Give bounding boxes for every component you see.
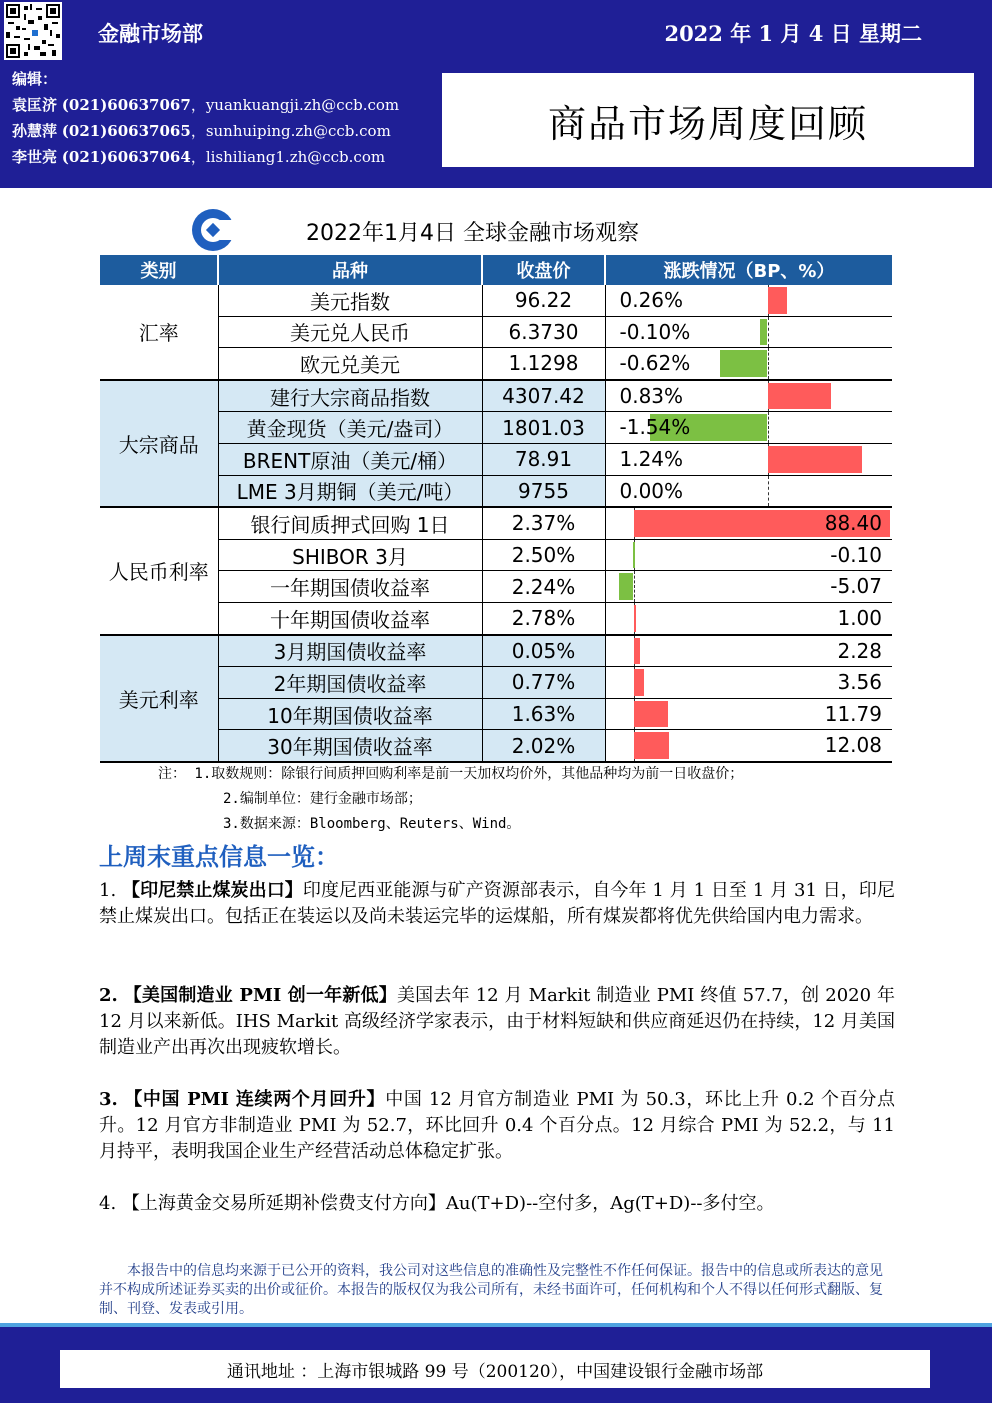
zero-axis	[768, 317, 769, 348]
news-heading: 上周末重点信息一览：	[99, 843, 339, 871]
close-cell: 2.50%	[482, 539, 605, 571]
change-label: -0.10	[830, 542, 882, 567]
change-label: 0.26%	[619, 288, 684, 312]
market-table	[100, 255, 892, 763]
table-row	[100, 380, 892, 412]
news-body: 印度尼西亚能源与矿产资源部表示，自今年 1 月 1 日至 1 月 31 日，印尼禁止煤炭出口。包括正在装运以及尚未装运完毕的运煤船，所有煤炭都将优先供给国内电力需求。	[99, 880, 895, 927]
editor-phone: (021)60637067	[61, 96, 191, 114]
change-label: 11.79	[824, 701, 882, 726]
close-cell: 2.37%	[482, 507, 605, 539]
product-cell: 黄金现货（美元/盎司）	[218, 412, 482, 444]
header-category: 类别	[100, 255, 218, 285]
close-cell: 96.22	[482, 285, 605, 316]
change-cell	[605, 667, 892, 699]
news-number: 3.	[99, 1089, 118, 1110]
close-cell: 6.3730	[482, 316, 605, 348]
category-cell: 大宗商品	[100, 380, 218, 507]
editors-title: 编辑：	[12, 70, 58, 88]
report-title: 商品市场周度回顾	[547, 101, 868, 146]
change-cell	[605, 380, 892, 412]
footer-stripe	[0, 1323, 992, 1327]
table-notes	[158, 762, 744, 837]
editor-name: 孙慧萍	[12, 122, 58, 140]
change-label: 0.00%	[619, 478, 684, 503]
report-date: 2022 年 1 月 4 日 星期二	[664, 21, 922, 46]
product-cell: 3月期国债收益率	[218, 635, 482, 667]
positive-bar	[634, 732, 669, 759]
positive-bar	[768, 287, 788, 314]
change-cell	[605, 412, 892, 444]
change-cell	[605, 602, 892, 634]
change-cell	[605, 635, 892, 667]
product-cell: 银行间质押式回购 1日	[218, 507, 482, 539]
editor-email[interactable]: sunhuiping.zh@ccb.com	[205, 122, 391, 140]
header-change: 涨跌情况（BP、%）	[605, 255, 892, 285]
negative-bar	[619, 573, 634, 600]
close-cell: 2.78%	[482, 602, 605, 634]
table-row	[100, 412, 892, 444]
news-title: 【中国 PMI 连续两个月回升】	[124, 1089, 386, 1110]
disclaimer: 本报告中的信息均来源于已公开的资料，我公司对这些信息的准确性及完整性不作任何保证。报告中的信息或所表达的意见并不构成所述证券买卖的出价或征价。本报告的版权仅为我公司所有，未经书面许可，任何机构和个人不得以任何形式翻版、复制、刊登、发表或引用。	[99, 1263, 883, 1317]
table-row	[100, 667, 892, 699]
category-cell: 汇率	[100, 285, 218, 380]
news-title: 【印尼禁止煤炭出口】	[122, 880, 303, 901]
editor-row: 袁匡济 (021)60637067，yuankuangji.zh@ccb.com	[12, 96, 400, 114]
news-item	[99, 1191, 895, 1217]
product-cell: SHIBOR 3月	[218, 539, 482, 571]
product-cell: 2年期国债收益率	[218, 667, 482, 699]
table-row	[100, 316, 892, 348]
table-body	[100, 285, 892, 762]
qr-code-icon	[4, 2, 62, 60]
close-cell: 9755	[482, 475, 605, 507]
product-cell: 美元指数	[218, 285, 482, 316]
change-label: -1.54%	[619, 415, 691, 440]
product-cell: 美元兑人民币	[218, 316, 482, 348]
table-title: 2022年1月4日 全球金融市场观察	[306, 221, 639, 246]
table-row	[100, 730, 892, 762]
table-row	[100, 635, 892, 667]
table-row	[100, 571, 892, 603]
positive-bar	[768, 383, 831, 410]
negative-bar	[633, 542, 635, 569]
change-cell	[605, 316, 892, 348]
close-cell: 2.02%	[482, 730, 605, 762]
negative-bar	[720, 350, 767, 377]
close-cell: 2.24%	[482, 571, 605, 603]
table-row	[100, 507, 892, 539]
table-row	[100, 539, 892, 571]
zero-axis	[634, 571, 635, 602]
change-label: 0.83%	[619, 383, 684, 408]
table-row	[100, 443, 892, 475]
close-cell: 4307.42	[482, 380, 605, 412]
zero-axis	[768, 476, 769, 507]
table-row	[100, 698, 892, 730]
close-cell: 1.1298	[482, 348, 605, 380]
news-number: 4.	[99, 1193, 117, 1214]
table-header-row	[100, 255, 892, 285]
news-body: 中国 12 月官方制造业 PMI 为 50.3，环比上升 0.2 个百分点升。12 月官方非制造业 PMI 为 52.7，环比回升 0.4 个百分点。12 月综合 PMI 为 52.2，与 11 月持平，表明我国企业生产经营活动总体稳定扩张。	[99, 1089, 895, 1162]
close-cell: 1.63%	[482, 698, 605, 730]
change-cell	[605, 285, 892, 316]
change-cell	[605, 539, 892, 571]
report-title-box	[442, 73, 974, 167]
news-number: 1.	[99, 880, 117, 901]
positive-bar	[634, 669, 644, 696]
news-title: 【上海黄金交易所延期补偿费支付方向】	[121, 1193, 446, 1214]
note-line: 3.数据来源：Bloomberg、Reuters、Wind。	[223, 816, 521, 832]
department-name: 金融市场部	[98, 21, 203, 46]
change-label: 1.00	[837, 605, 882, 630]
product-cell: 10年期国债收益率	[218, 698, 482, 730]
positive-bar	[634, 605, 637, 632]
news-number: 2.	[99, 985, 118, 1006]
news-item	[99, 983, 895, 1061]
change-cell	[605, 475, 892, 507]
close-cell: 0.05%	[482, 635, 605, 667]
close-cell: 0.77%	[482, 667, 605, 699]
news-item	[99, 878, 895, 930]
note-line: 注： 1.取数规则：除银行间质押回购利率是前一天加权均价外，其他品种均为前一日收盘价；	[158, 766, 744, 782]
zero-axis	[768, 348, 769, 379]
news-body: Au(T+D)--空付多，Ag(T+D)--多付空。	[445, 1193, 775, 1214]
close-cell: 78.91	[482, 443, 605, 475]
change-label: 12.08	[824, 733, 882, 758]
editor-name: 袁匡济	[12, 96, 58, 114]
product-cell: 建行大宗商品指数	[218, 380, 482, 412]
note-line: 2.编制单位：建行金融市场部；	[223, 791, 422, 807]
change-label: 2.28	[837, 638, 882, 663]
product-cell: 30年期国债收益率	[218, 730, 482, 762]
top-banner	[0, 0, 992, 64]
positive-bar	[768, 446, 862, 473]
editor-name: 李世亮	[12, 148, 58, 166]
positive-bar	[634, 638, 641, 665]
news-item	[99, 1087, 895, 1165]
change-label: -0.62%	[619, 351, 691, 376]
editor-email[interactable]: yuankuangji.zh@ccb.com	[205, 96, 400, 114]
negative-bar	[760, 319, 768, 346]
header-product: 品种	[218, 255, 482, 285]
ccb-logo-icon	[190, 208, 236, 252]
change-label: -5.07	[830, 574, 882, 599]
editor-row: 李世亮 (021)60637064，lishiliang1.zh@ccb.com	[12, 148, 386, 166]
product-cell: 一年期国债收益率	[218, 571, 482, 603]
product-cell: 欧元兑美元	[218, 348, 482, 380]
change-cell	[605, 730, 892, 762]
change-cell	[605, 507, 892, 539]
change-label: 1.24%	[619, 446, 684, 471]
category-cell: 人民币利率	[100, 507, 218, 634]
editor-email[interactable]: lishiliang1.zh@ccb.com	[205, 148, 386, 166]
change-cell	[605, 348, 892, 380]
change-label: 88.40	[824, 511, 882, 536]
positive-bar	[634, 701, 668, 728]
product-cell: BRENT原油（美元/桶）	[218, 443, 482, 475]
news-body: 美国去年 12 月 Markit 制造业 PMI 终值 57.7，创 2020 年 12 月以来新低。IHS Markit 高级经济学家表示，由于材料短缺和供应商延迟仍在持续，12 月美国制造业产出再次出现疲软增长。	[99, 985, 895, 1058]
product-cell: LME 3月期铜（美元/吨）	[218, 475, 482, 507]
change-cell	[605, 443, 892, 475]
change-label: 3.56	[837, 670, 882, 695]
footer-address: 通讯地址 ：上海市银城路 99 号（200120），中国建设银行金融市场部	[60, 1350, 930, 1388]
editor-phone: (021)60637064	[61, 148, 191, 166]
change-cell	[605, 698, 892, 730]
table-row	[100, 475, 892, 507]
editor-row: 孙慧萍 (021)60637065，sunhuiping.zh@ccb.com	[12, 122, 391, 140]
close-cell: 1801.03	[482, 412, 605, 444]
news-title: 【美国制造业 PMI 创一年新低】	[123, 985, 397, 1006]
change-label: -0.10%	[619, 319, 691, 344]
zero-axis	[768, 412, 769, 443]
table-row	[100, 285, 892, 316]
table-row	[100, 602, 892, 634]
table-row	[100, 348, 892, 380]
change-cell	[605, 571, 892, 603]
editor-phone: (021)60637065	[61, 122, 191, 140]
header-close: 收盘价	[482, 255, 605, 285]
product-cell: 十年期国债收益率	[218, 602, 482, 634]
category-cell: 美元利率	[100, 635, 218, 762]
